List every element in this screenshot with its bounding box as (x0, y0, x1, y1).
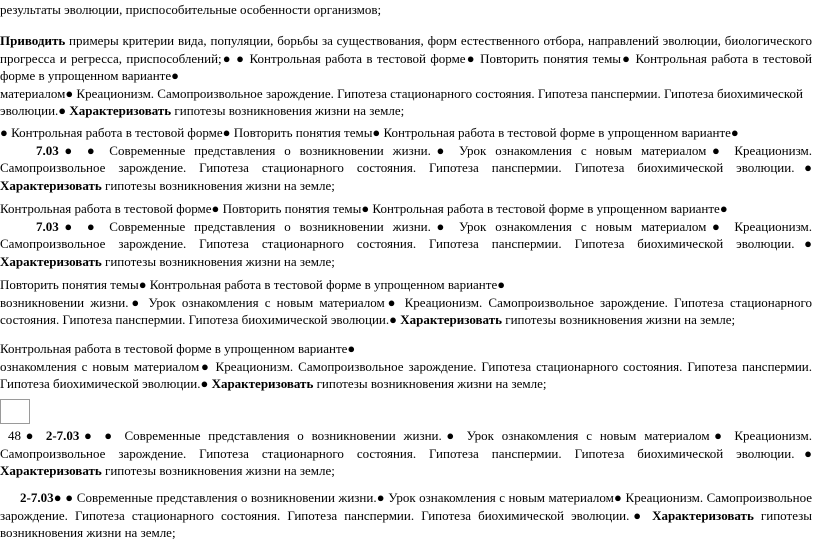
paragraph-5 (0, 340, 812, 393)
paragraph-7-body (0, 490, 812, 540)
paragraph-2 (0, 124, 812, 194)
paragraph-6-tail: гипотезы возникновения жизни на земле; (101, 463, 335, 478)
paragraph-6-bold: Характеризовать (0, 463, 102, 478)
paragraph-1 (0, 32, 812, 120)
paragraph-7-bold: Характеризовать (652, 507, 754, 523)
paragraph-3-bold: Характеризовать (0, 253, 102, 269)
paragraph-4-tail: гипотезы возникновения жизни на земле; (501, 312, 736, 327)
paragraph-2-tail: гипотезы возникновения жизни на земле; (101, 177, 335, 193)
paragraph-2-body (0, 143, 812, 193)
paragraph-4 (0, 276, 812, 329)
paragraph-5-body (0, 359, 812, 392)
paragraph-2-text: ● Современные представления о возникновении жизни.● Урок ознакомления с новым материалом● Креационизм. Самопроизвольное зарождение. Гипотеза стационарного состояния. Гипотеза панспермии. Гипотеза биохимической эволюции.● (0, 142, 813, 175)
paragraph-5-bold: Характеризовать (211, 376, 314, 391)
paragraph-4-line-1: Повторить понятия темы● Контрольная работа в тестовой форме в упрощенном варианте● (0, 277, 506, 292)
paragraph-3-tail: гипотезы возникновения жизни на земле; (101, 253, 335, 269)
paragraph-4-text: возникновении жизни.● Урок ознакомления с новым материалом● Креационизм. Самопроизвольное зарождение. Гипотеза стационарного состояния. Гипотеза панспермии. Гипотеза биохимической эволюции.● (0, 294, 812, 327)
paragraph-4-bold: Характеризовать (400, 312, 502, 327)
paragraph-1-pre: эволюции.● (0, 103, 70, 118)
paragraph-5-text: ознакомления с новым материалом● Креационизм. Самопроизвольное зарождение. Гипотеза стационарного состояния. Гипотеза панспермии. Гипотеза биохимической эволюции.● (0, 358, 812, 391)
paragraph-1-bold: Характеризовать (69, 103, 172, 118)
paragraph-6 (0, 427, 812, 480)
paragraph-1-line-2: материалом● Креационизм. Самопроизвольное зарождение. Гипотеза стационарного состояния. Гипотеза панспермии. Гипотеза биохимической (0, 85, 803, 101)
paragraph-3 (0, 200, 812, 270)
empty-table-cell (0, 399, 30, 424)
lead-bold: Приводить (0, 33, 66, 48)
paragraph-7-code: 2-7.03● (20, 490, 62, 505)
paragraph-3-code: 7.03● (36, 218, 78, 234)
paragraph-1-post: гипотезы возникновения жизни на земле; (171, 103, 405, 118)
paragraph-6-code: 2-7.03● (45, 428, 97, 443)
paragraph-7 (0, 489, 812, 542)
intro-paragraph (0, 1, 812, 19)
paragraph-7-tail: гипотезы возникновения жизни на земле; (0, 507, 812, 540)
paragraph-3-body (0, 219, 812, 269)
intro-text: результаты эволюции, приспособительные особенности организмов; (0, 2, 382, 17)
paragraph-3-line-1: Контрольная работа в тестовой форме● Повторить понятия темы● Контрольная работа в тестовой форме в упрощенном варианте● (0, 201, 728, 216)
paragraph-6-text: ● Современные представления о возникновении жизни.● Урок ознакомления с новым материалом● Креационизм. Самопроизвольное зарождение. Гипотеза стационарного состояния. Гипотеза панспермии. Гипотеза биохимической эволюции.● (0, 428, 812, 461)
paragraph-5-line-1: Контрольная работа в тестовой форме в упрощенном варианте● (0, 341, 356, 356)
paragraph-1-text: примеры критерии вида, популяции, борьбы за существования, форм естественного отбора, направлений эволюции, биологического прогресса и регресса, приспособлений;● ● Контрольная работа в тестовой форме● Повторить понятия темы● Контрольная работа в тестовой форме в упрощенном варианте● (0, 33, 812, 83)
paragraph-6-number: 48● (8, 428, 38, 443)
paragraph-4-body (0, 295, 812, 328)
paragraph-1-body (0, 33, 812, 83)
paragraph-7-text: ● Современные представления о возникновении жизни.● Урок ознакомления с новым материалом● Креационизм. Самопроизвольное зарождение. Гипотеза стационарного состояния. Гипотеза панспермии. Гипотеза биохимической эволюции.● (0, 490, 812, 523)
paragraph-2-bold: Характеризовать (0, 177, 102, 193)
paragraph-2-line-1: ● Контрольная работа в тестовой форме● Повторить понятия темы● Контрольная работа в тестовой форме в упрощенном варианте● (0, 125, 739, 140)
paragraph-1-line-3 (0, 102, 812, 120)
paragraph-2-code: 7.03● (36, 142, 78, 158)
paragraph-6-body (0, 428, 812, 478)
paragraph-5-tail: гипотезы возникновения жизни на земле; (313, 376, 547, 391)
paragraph-3-text: ● Современные представления о возникновении жизни.● Урок ознакомления с новым материалом● Креационизм. Самопроизвольное зарождение. Гипотеза стационарного состояния. Гипотеза панспермии. Гипотеза биохимической эволюции.● (0, 218, 813, 251)
